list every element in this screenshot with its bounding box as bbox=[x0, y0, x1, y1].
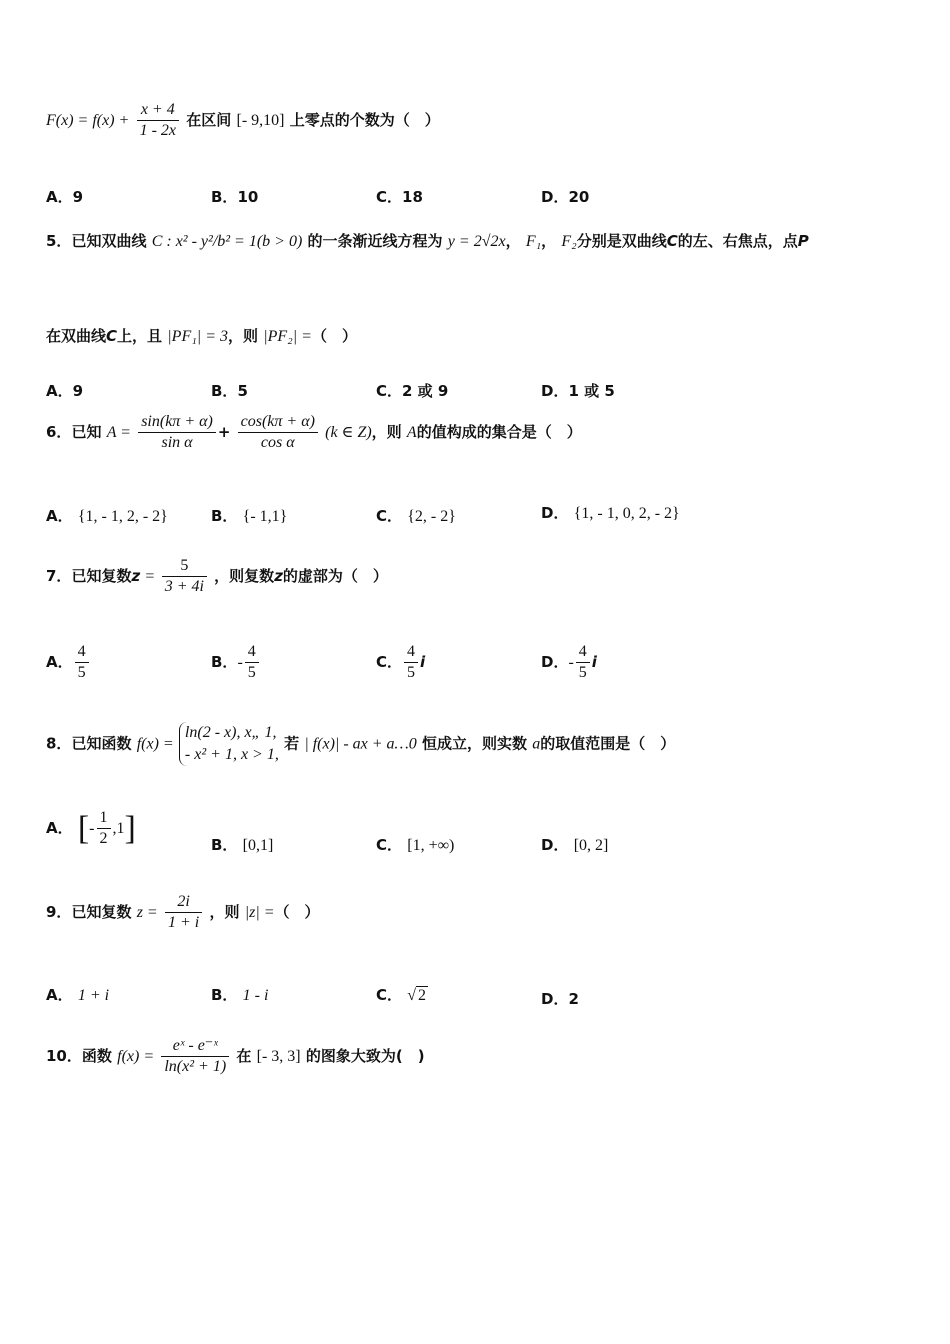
q5-option-a: A．9 bbox=[46, 382, 84, 400]
q5-curve: C : x² - y²/b² = 1(b > 0) bbox=[151, 233, 303, 250]
q8-option-d: D． [0, 2] bbox=[541, 836, 609, 854]
q4-text2: 上零点的个数为（ ） bbox=[289, 111, 440, 129]
q6-option-d: D． {1, - 1, 0, 2, - 2} bbox=[541, 504, 680, 522]
q9-stem: 9．已知复数 z = $\frac{2i}{1 + i}$ ，则 |z| =（ ） bbox=[46, 893, 320, 931]
q8-option-b: B． [0,1] bbox=[211, 836, 274, 854]
q5-option-b: B．5 bbox=[211, 382, 248, 400]
q7-option-a: A． $\frac{4}{5}$ bbox=[46, 642, 91, 683]
q5-option-d: D．1 或 5 bbox=[541, 382, 615, 400]
q8-option-a: A． [- $\frac{1}{2}$ ,1] bbox=[46, 809, 136, 847]
q6-frac-cos: $\frac{\cos(k\pi + \alpha)}{\text{cos α}}$ bbox=[238, 412, 318, 453]
q4-option-a: A．9 bbox=[46, 188, 84, 206]
q4-option-b: B．10 bbox=[211, 188, 259, 206]
q10-fraction: $\frac{\text{eˣ - e⁻ˣ}}{\text{ln(x² + 1)}}$ bbox=[161, 1036, 229, 1077]
q9-fraction: $\frac{2i}{1 + i}$ bbox=[165, 892, 202, 933]
q4-fraction bbox=[137, 100, 179, 141]
q4-stem bbox=[46, 100, 440, 141]
q9-option-a: A． 1 + i bbox=[46, 986, 110, 1004]
q8-piecewise: ln(2 - x), x„ 1, - x² + 1, x > 1, bbox=[179, 722, 279, 766]
q8-stem: 8．已知函数 f(x) = ln(2 - x), x„ 1, - x² + 1, x > 1, 若 | f(x)| - ax + a…0 恒成立，则实数 a的取值范围是（ ） bbox=[46, 722, 675, 766]
q5-option-c: C．2 或 9 bbox=[376, 382, 449, 400]
q8-inequality: | f(x)| - ax + a…0 bbox=[304, 735, 417, 753]
q5-asymptote: y = 2√2x bbox=[447, 233, 506, 250]
q4-option-c: C．18 bbox=[376, 188, 423, 206]
q6-option-c: C． {2, - 2} bbox=[376, 507, 456, 525]
q4-interval: [- 9,10] bbox=[236, 112, 285, 129]
q5-f2: F₂ bbox=[561, 233, 577, 250]
q6-option-b: B． {- 1,1} bbox=[211, 507, 288, 525]
q5-number: 5． bbox=[46, 232, 72, 250]
q10-stem: 10．函数 f(x) = $\frac{\text{eˣ - e⁻ˣ}}{\text{ln(x² + 1)}}$ 在 [- 3, 3] 的图象大致为( ) bbox=[46, 1037, 425, 1075]
q5-stem-line2: 在双曲线C上，且 |PF₁| = 3，则 |PF₂| =（ ） bbox=[46, 327, 357, 345]
q4-text1: 在区间 bbox=[186, 111, 232, 129]
q4-frac-den: 1 - 2x bbox=[139, 122, 176, 139]
q4-frac-num: x + 4 bbox=[137, 100, 179, 121]
q6-option-a: A． {1, - 1, 2, - 2} bbox=[46, 507, 168, 525]
q9-option-c: C． √ 2 bbox=[376, 986, 427, 1004]
q5-f1: F₁ bbox=[525, 233, 542, 250]
q5-stem: 5．已知双曲线 C : x² - y²/b² = 1(b > 0) 的一条渐近线方程为 y = 2√2x， F₁， F₂分别是双曲线C的左、右焦点，点P bbox=[46, 232, 809, 250]
q7-stem: 7．已知复数z = $\frac{5}{3 + 4i}$ ，则复数z的虚部为（ ） bbox=[46, 557, 388, 595]
q4-lhs: F(x) = f(x) + bbox=[46, 112, 130, 129]
q6-stem: 6．已知 A = $\frac{\sin(k\pi + \alpha)}{\text{sin α}}$ + $\frac{\cos(k\pi + \alpha)}{\text{cos α}}$ (k ∈ Z)，则 A的值构成的集合是（ ） bbox=[46, 413, 582, 451]
q8-option-c: C． [1, +∞) bbox=[376, 836, 455, 854]
q7-fraction: $\frac{5}{3 + 4i}$ bbox=[162, 556, 207, 597]
q4-option-d: D．20 bbox=[541, 188, 590, 206]
q9-option-b: B． 1 - i bbox=[211, 986, 269, 1004]
q7-option-b: B．- $\frac{4}{5}$ bbox=[211, 642, 261, 683]
q9-option-d: D．2 bbox=[541, 990, 579, 1008]
q6-frac-sin: $\frac{\sin(k\pi + \alpha)}{\text{sin α}}$ bbox=[138, 412, 216, 453]
q5-pf1: |PF₁| = 3 bbox=[167, 328, 228, 345]
q5-pf2: |PF₂| = bbox=[263, 328, 312, 345]
q7-option-d: D．- $\frac{4}{5}$ i bbox=[541, 643, 597, 681]
q7-option-c: C． $\frac{4}{5}$ i bbox=[376, 643, 426, 681]
